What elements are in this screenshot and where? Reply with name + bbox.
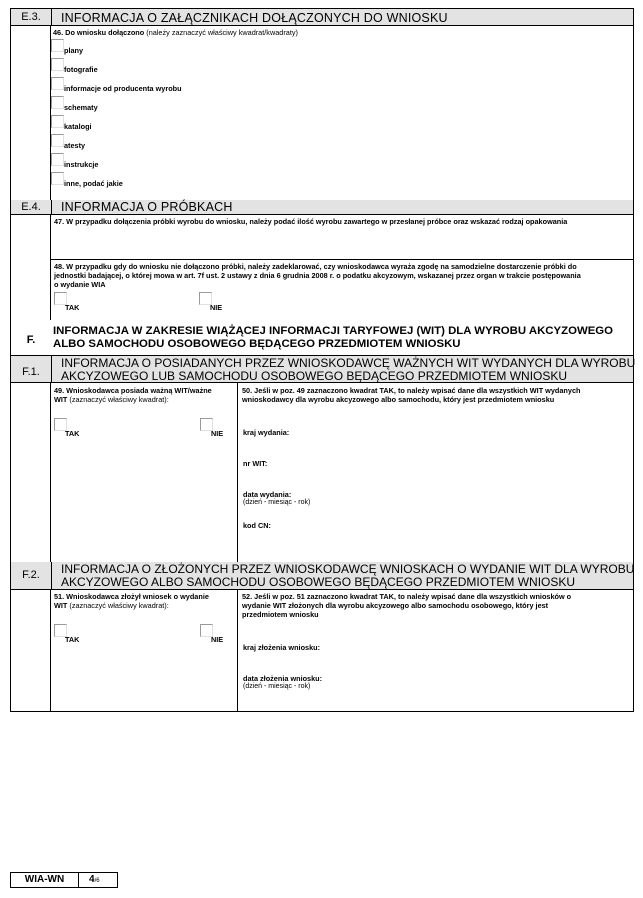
attachment-checkbox[interactable] bbox=[51, 39, 64, 52]
section-code: F.1. bbox=[11, 356, 52, 383]
section-title: INFORMACJA W ZAKRESIE WIĄŻĄCEJ INFORMACJI TARYFOWEJ (WIT) DLA WYROBU AKCYZOWEGO ALBO SAMOCHODU OSOBOWEGO BĘDĄCEGO PRZEDMIOTEM WNIOSKU bbox=[53, 325, 614, 350]
field-51-no-label: NIE bbox=[211, 635, 224, 644]
field-48-no-label: NIE bbox=[210, 303, 223, 312]
section-title: INFORMACJA O PRÓBKACH bbox=[61, 200, 233, 214]
field-48-label: 48. W przypadku gdy do wniosku nie dołączono próbki, należy zadeklarować, czy wnioskodawca wyraża zgodę na samodzielne dostarczenie próbki do jednostki badającej, o której mowa w art. 7f ust. 2 ustawy z dnia 6 grudnia 2008 r. o podatku akcyzowym, wskazanej przez organ w trakcie postępowania o wydanie WIA bbox=[54, 262, 581, 289]
section-code: F. bbox=[11, 320, 52, 355]
field-49-no-label: NIE bbox=[211, 429, 224, 438]
attachment-checkbox[interactable] bbox=[51, 153, 64, 166]
nr-wit-label: nr WIT: bbox=[243, 459, 268, 468]
field-47-label: 47. W przypadku dołączenia próbki wyrobu do wniosku, należy podać ilość wyrobu zawartego w przesłanej próbce oraz wskazać rodzaj opakowania bbox=[54, 217, 568, 226]
page-number: 4/6 bbox=[89, 874, 100, 885]
attachment-checkbox[interactable] bbox=[51, 172, 64, 185]
section-code: E.3. bbox=[11, 9, 52, 26]
field-46 bbox=[50, 26, 634, 200]
field-49-label: 49. Wnioskodawca posiada ważną WIT/ważne WIT (zaznaczyć właściwy kwadrat): bbox=[54, 386, 212, 404]
f2-gutter bbox=[50, 590, 51, 712]
section-f2-header bbox=[10, 562, 634, 590]
field-52-label: 52. Jeśli w poz. 51 zaznaczono kwadrat TAK, to należy wpisać dane dla wszystkich wniosków o wydanie WIT złożonych dla wyrobu akcyzowego albo samochodu osobowego, który jest przedmiotem wniosku bbox=[242, 592, 572, 619]
section-f-header bbox=[10, 320, 634, 355]
data-wydania-label: data wydania: (dzień - miesiąc - rok) bbox=[243, 490, 311, 506]
attachment-checkbox[interactable] bbox=[51, 58, 64, 71]
section-e3-header bbox=[10, 8, 634, 26]
form-code: WIA-WN bbox=[11, 873, 79, 887]
attachment-checkbox[interactable] bbox=[51, 134, 64, 147]
field-46-label: 46. Do wniosku dołączono (należy zaznaczyć właściwy kwadrat/kwadraty) bbox=[53, 28, 298, 37]
data-zlozenia-label: data złożenia wniosku: (dzień - miesiąc - rok) bbox=[243, 674, 323, 690]
f1-gutter bbox=[50, 383, 51, 562]
footer-box bbox=[10, 872, 118, 888]
attachment-label: plany bbox=[64, 46, 84, 55]
attachment-label: atesty bbox=[64, 141, 86, 150]
attachment-checkbox[interactable] bbox=[51, 96, 64, 109]
attachment-label: inne, podać jakie bbox=[64, 179, 123, 188]
divider bbox=[50, 259, 634, 260]
attachment-label: schematy bbox=[64, 103, 98, 112]
field-48-yes-label: TAK bbox=[65, 303, 80, 312]
section-title: INFORMACJA O ZŁOŻONYCH PRZEZ WNIOSKODAWCĘ WNIOSKACH O WYDANIE WIT DLA WYROBU AKCYZOWEGO ALBO SAMOCHODU OSOBOWEGO BĘDĄCEGO PRZEDMIOTEM WNIOSKU bbox=[61, 562, 635, 589]
section-title: INFORMACJA O POSIADANYCH PRZEZ WNIOSKODAWCĘ WAŻNYCH WIT WYDANYCH DLA WYROBU AKCYZOWEGO LUB SAMOCHODU OSOBOWEGO BĘDĄCEGO PRZEDMIOTEM WNIOSKU bbox=[61, 356, 636, 383]
attachment-label: instrukcje bbox=[64, 160, 99, 169]
kraj-zlozenia-label: kraj złożenia wniosku: bbox=[243, 643, 321, 652]
f2-split bbox=[237, 590, 238, 712]
field-51-yes-label: TAK bbox=[65, 635, 80, 644]
section-title: INFORMACJA O ZAŁĄCZNIKACH DOŁĄCZONYCH DO WNIOSKU bbox=[61, 11, 448, 25]
attachment-checkbox[interactable] bbox=[51, 115, 64, 128]
attachment-label: informacje od producenta wyrobu bbox=[64, 84, 182, 93]
kod-cn-label: kod CN: bbox=[243, 521, 271, 530]
section-e4-header bbox=[10, 200, 634, 215]
kraj-wydania-label: kraj wydania: bbox=[243, 428, 290, 437]
attachment-label: fotografie bbox=[64, 65, 98, 74]
field-49-yes-label: TAK bbox=[65, 429, 80, 438]
section-code: E.4. bbox=[11, 200, 52, 214]
attachment-checkbox[interactable] bbox=[51, 77, 64, 90]
field-50-label: 50. Jeśli w poz. 49 zaznaczono kwadrat TAK, to należy wpisać dane dla wszystkich WIT wydanych wnioskodawcy dla wyrobu akcyzowego albo samochodu, który jest przedmiotem wniosku bbox=[242, 386, 581, 404]
section-f1-header bbox=[10, 355, 634, 383]
f1-split bbox=[237, 383, 238, 562]
field-51-label: 51. Wnioskodawca złożył wniosek o wydanie WIT (zaznaczyć właściwy kwadrat): bbox=[54, 592, 209, 610]
section-code: F.2. bbox=[11, 562, 52, 589]
attachment-label: katalogi bbox=[64, 122, 92, 131]
e4-gutter bbox=[50, 215, 51, 320]
